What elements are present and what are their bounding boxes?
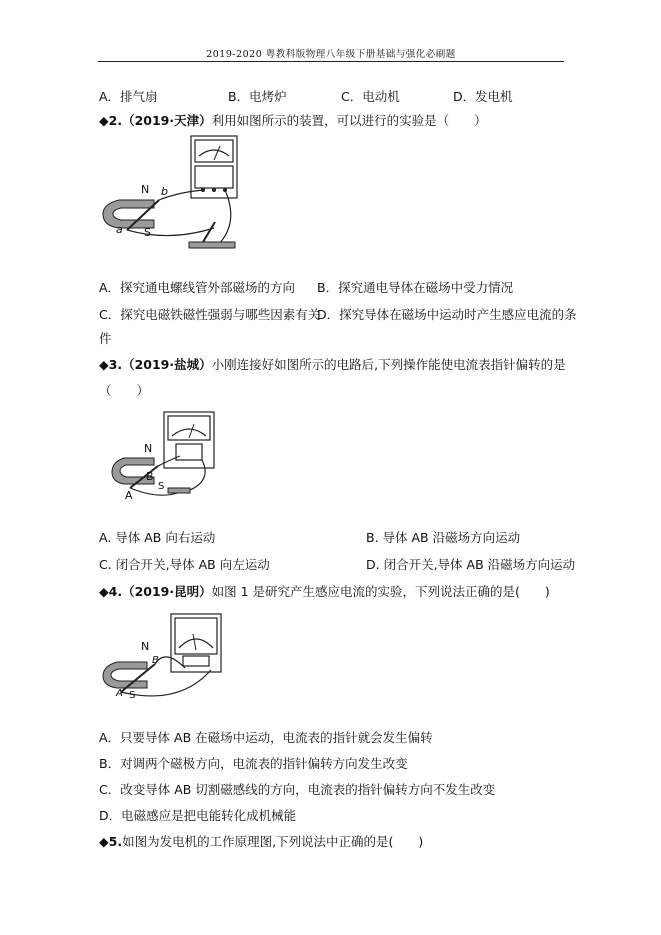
q2-label: 2.（2019·天津） bbox=[108, 113, 212, 128]
diamond-bullet-icon: ◆ bbox=[99, 113, 109, 128]
q3-label-a: A bbox=[125, 489, 133, 502]
q1-option-c: C．电动机 bbox=[341, 89, 400, 104]
q3-paren: （ ） bbox=[99, 383, 150, 398]
q2-option-b: B．探究通电导体在磁场中受力情况 bbox=[317, 280, 514, 295]
q1-option-b: B．电烤炉 bbox=[228, 89, 287, 104]
q3-text: 小刚连接好如图所示的电路后,下列操作能使电流表指针偏转的是 bbox=[211, 357, 566, 372]
diamond-bullet-icon: ◆ bbox=[99, 584, 109, 599]
diamond-bullet-icon: ◆ bbox=[99, 357, 109, 372]
q2-figure bbox=[99, 132, 249, 258]
q2-label-a: a bbox=[116, 223, 123, 236]
q4-title bbox=[99, 582, 550, 600]
q4-label-s: S bbox=[129, 690, 136, 701]
q1-option-d: D．发电机 bbox=[453, 89, 513, 104]
q5-text: 如图为发电机的工作原理图,下列说法中正确的是( ) bbox=[122, 834, 424, 849]
page-header: 2019-2020 粤教科版物理八年级下册基础与强化必刷题 bbox=[206, 49, 456, 60]
q4-label: 4.（2019·昆明） bbox=[108, 584, 212, 599]
q3-label-n: N bbox=[144, 442, 153, 455]
q2-title bbox=[99, 111, 487, 129]
q4-option-a: A．只要导体 AB 在磁场中运动，电流表的指针就会发生偏转 bbox=[99, 730, 433, 745]
q4-label-a: A bbox=[116, 688, 123, 699]
q2-option-a: A．探究通电螺线管外部磁场的方向 bbox=[99, 280, 296, 295]
q3-option-a: A. 导体 AB 向右运动 bbox=[99, 530, 216, 545]
q5-title bbox=[99, 832, 423, 850]
q3-option-d: D. 闭合开关,导体 AB 沿磁场方向运动 bbox=[366, 557, 576, 572]
q4-option-d: D．电磁感应是把电能转化成机械能 bbox=[99, 808, 297, 823]
q4-text: 如图 1 是研究产生感应电流的实验，下列说法正确的是( ) bbox=[211, 584, 550, 599]
q2-text: 利用如图所示的装置，可以进行的实验是（ ） bbox=[211, 113, 487, 128]
q4-option-b: B．对调两个磁极方向，电流表的指针偏转方向发生改变 bbox=[99, 756, 408, 771]
header-divider bbox=[98, 61, 564, 62]
q2-label-s: S bbox=[144, 226, 151, 239]
q2-option-d-continued: 件 bbox=[99, 331, 112, 346]
q2-option-c: C．探究电磁铁磁性强弱与哪些因素有关 bbox=[99, 307, 321, 322]
q4-option-c: C．改变导体 AB 切割磁感线的方向，电流表的指针偏转方向不发生改变 bbox=[99, 782, 496, 797]
q3-label: 3.（2019·盐城） bbox=[108, 357, 212, 372]
q2-label-n: N bbox=[141, 183, 150, 196]
q1-option-a: A．排气扇 bbox=[99, 89, 158, 104]
q2-option-d: D．探究导体在磁场中运动时产生感应电流的条 bbox=[317, 307, 577, 322]
q2-label-b: b bbox=[161, 185, 168, 198]
q3-option-c: C. 闭合开关,导体 AB 向左运动 bbox=[99, 557, 270, 572]
q3-label-b: B bbox=[146, 470, 154, 483]
q3-title bbox=[99, 355, 566, 373]
q3-label-s: S bbox=[158, 481, 165, 492]
q4-label-n: N bbox=[141, 640, 150, 653]
q4-label-b: B bbox=[152, 655, 159, 666]
diamond-bullet-icon: ◆ bbox=[99, 834, 109, 849]
q5-label: 5. bbox=[108, 834, 123, 849]
q3-option-b: B. 导体 AB 沿磁场方向运动 bbox=[366, 530, 521, 545]
